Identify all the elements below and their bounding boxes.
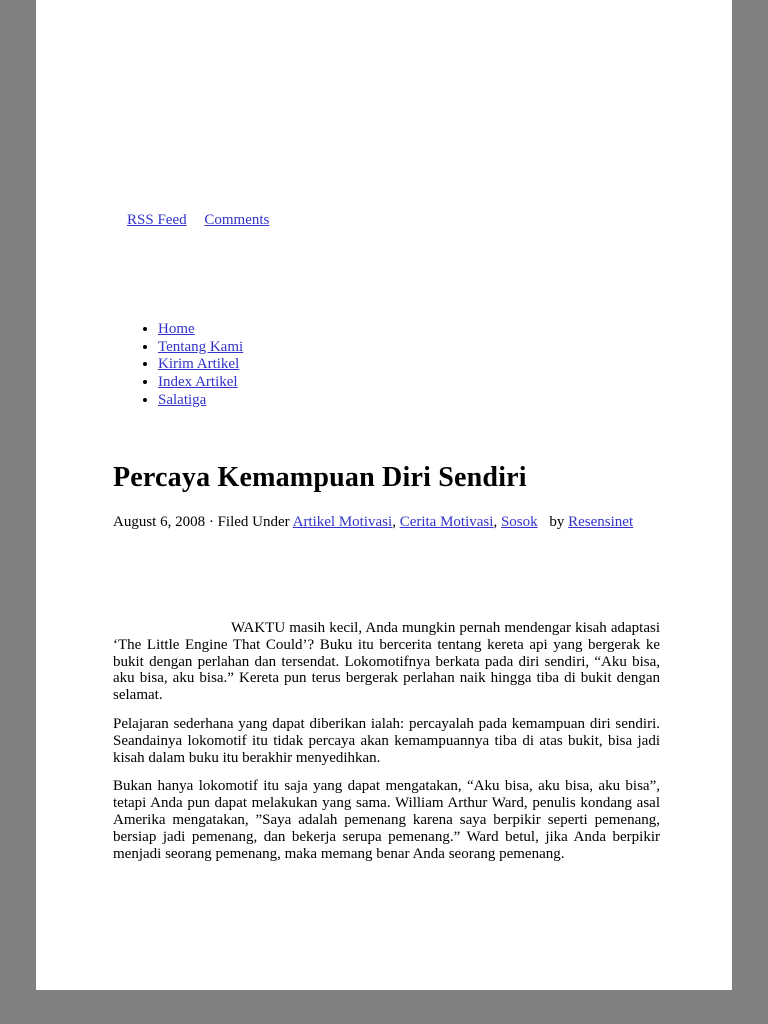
article-paragraph: WAKTU masih kecil, Anda mungkin pernah mendengar kisah adaptasi ‘The Little Engine That Could’? Buku itu bercerita tentang kereta api yang bergerak ke bukit dengan perlahan dan tersendat. Lokomotifnya berkata pada diri sendiri, “Aku bisa, aku bisa, aku bisa.” Kereta pun terus bergerak perlahan naik hingga tiba di bukit dengan selamat. [113,620,660,704]
by-label: by [549,514,565,530]
article-date: August 6, 2008 [113,514,206,530]
article-paragraph: Bukan hanya lokomotif itu saja yang dapat mengatakan, “Aku bisa, aku bisa, aku bisa”, tetapi Anda pun dapat melakukan yang sama. William Arthur Ward, penulis kondang asal Amerika mengatakan, ”Saya adalah pemenang karena saya berpikir seperti pemenang, bersiap jadi pemenang, dan bekerja serupa pemenang.” Ward betul, jika Anda berpikir menjadi seorang pemenang, maka memang benar Anda seorang pemenang. [113,778,660,862]
author-link[interactable]: Resensinet [568,514,634,530]
article-body [113,620,660,874]
nav-link-home[interactable]: Home [158,321,195,337]
nav-item-home [158,321,243,339]
nav-item-kirim-artikel [158,356,243,374]
comments-link[interactable]: Comments [204,212,270,228]
feed-links [127,212,283,229]
meta-comma: , [392,514,396,530]
category-link-cerita-motivasi[interactable]: Cerita Motivasi [399,514,494,530]
article-paragraph: Pelajaran sederhana yang dapat diberikan ialah: percayalah pada kemampuan diri sendiri. Seandainya lokomotif itu tidak percaya akan kemampuannya tiba di atas bukit, bisa jadi kisah dalam buku itu berakhir menyedihkan. [113,715,660,766]
document-page [36,0,732,990]
nav-item-tentang-kami [158,339,243,357]
rss-feed-link[interactable]: RSS Feed [127,212,187,228]
article-title: Percaya Kemampuan Diri Sendiri [113,462,527,493]
category-link-sosok[interactable]: Sosok [500,514,538,530]
category-link-artikel-motivasi[interactable]: Artikel Motivasi [292,514,393,530]
filed-under-label: · Filed Under [208,514,290,530]
nav-link-tentang-kami[interactable]: Tentang Kami [158,338,244,355]
nav-link-salatiga[interactable]: Salatiga [158,391,207,408]
article-meta [113,514,633,531]
nav-link-index-artikel[interactable]: Index Artikel [158,374,238,391]
nav-item-index-artikel [158,374,243,392]
nav-menu [140,321,243,410]
nav-item-salatiga [158,392,243,410]
meta-comma: , [493,514,498,530]
nav-link-kirim-artikel[interactable]: Kirim Artikel [158,356,240,373]
